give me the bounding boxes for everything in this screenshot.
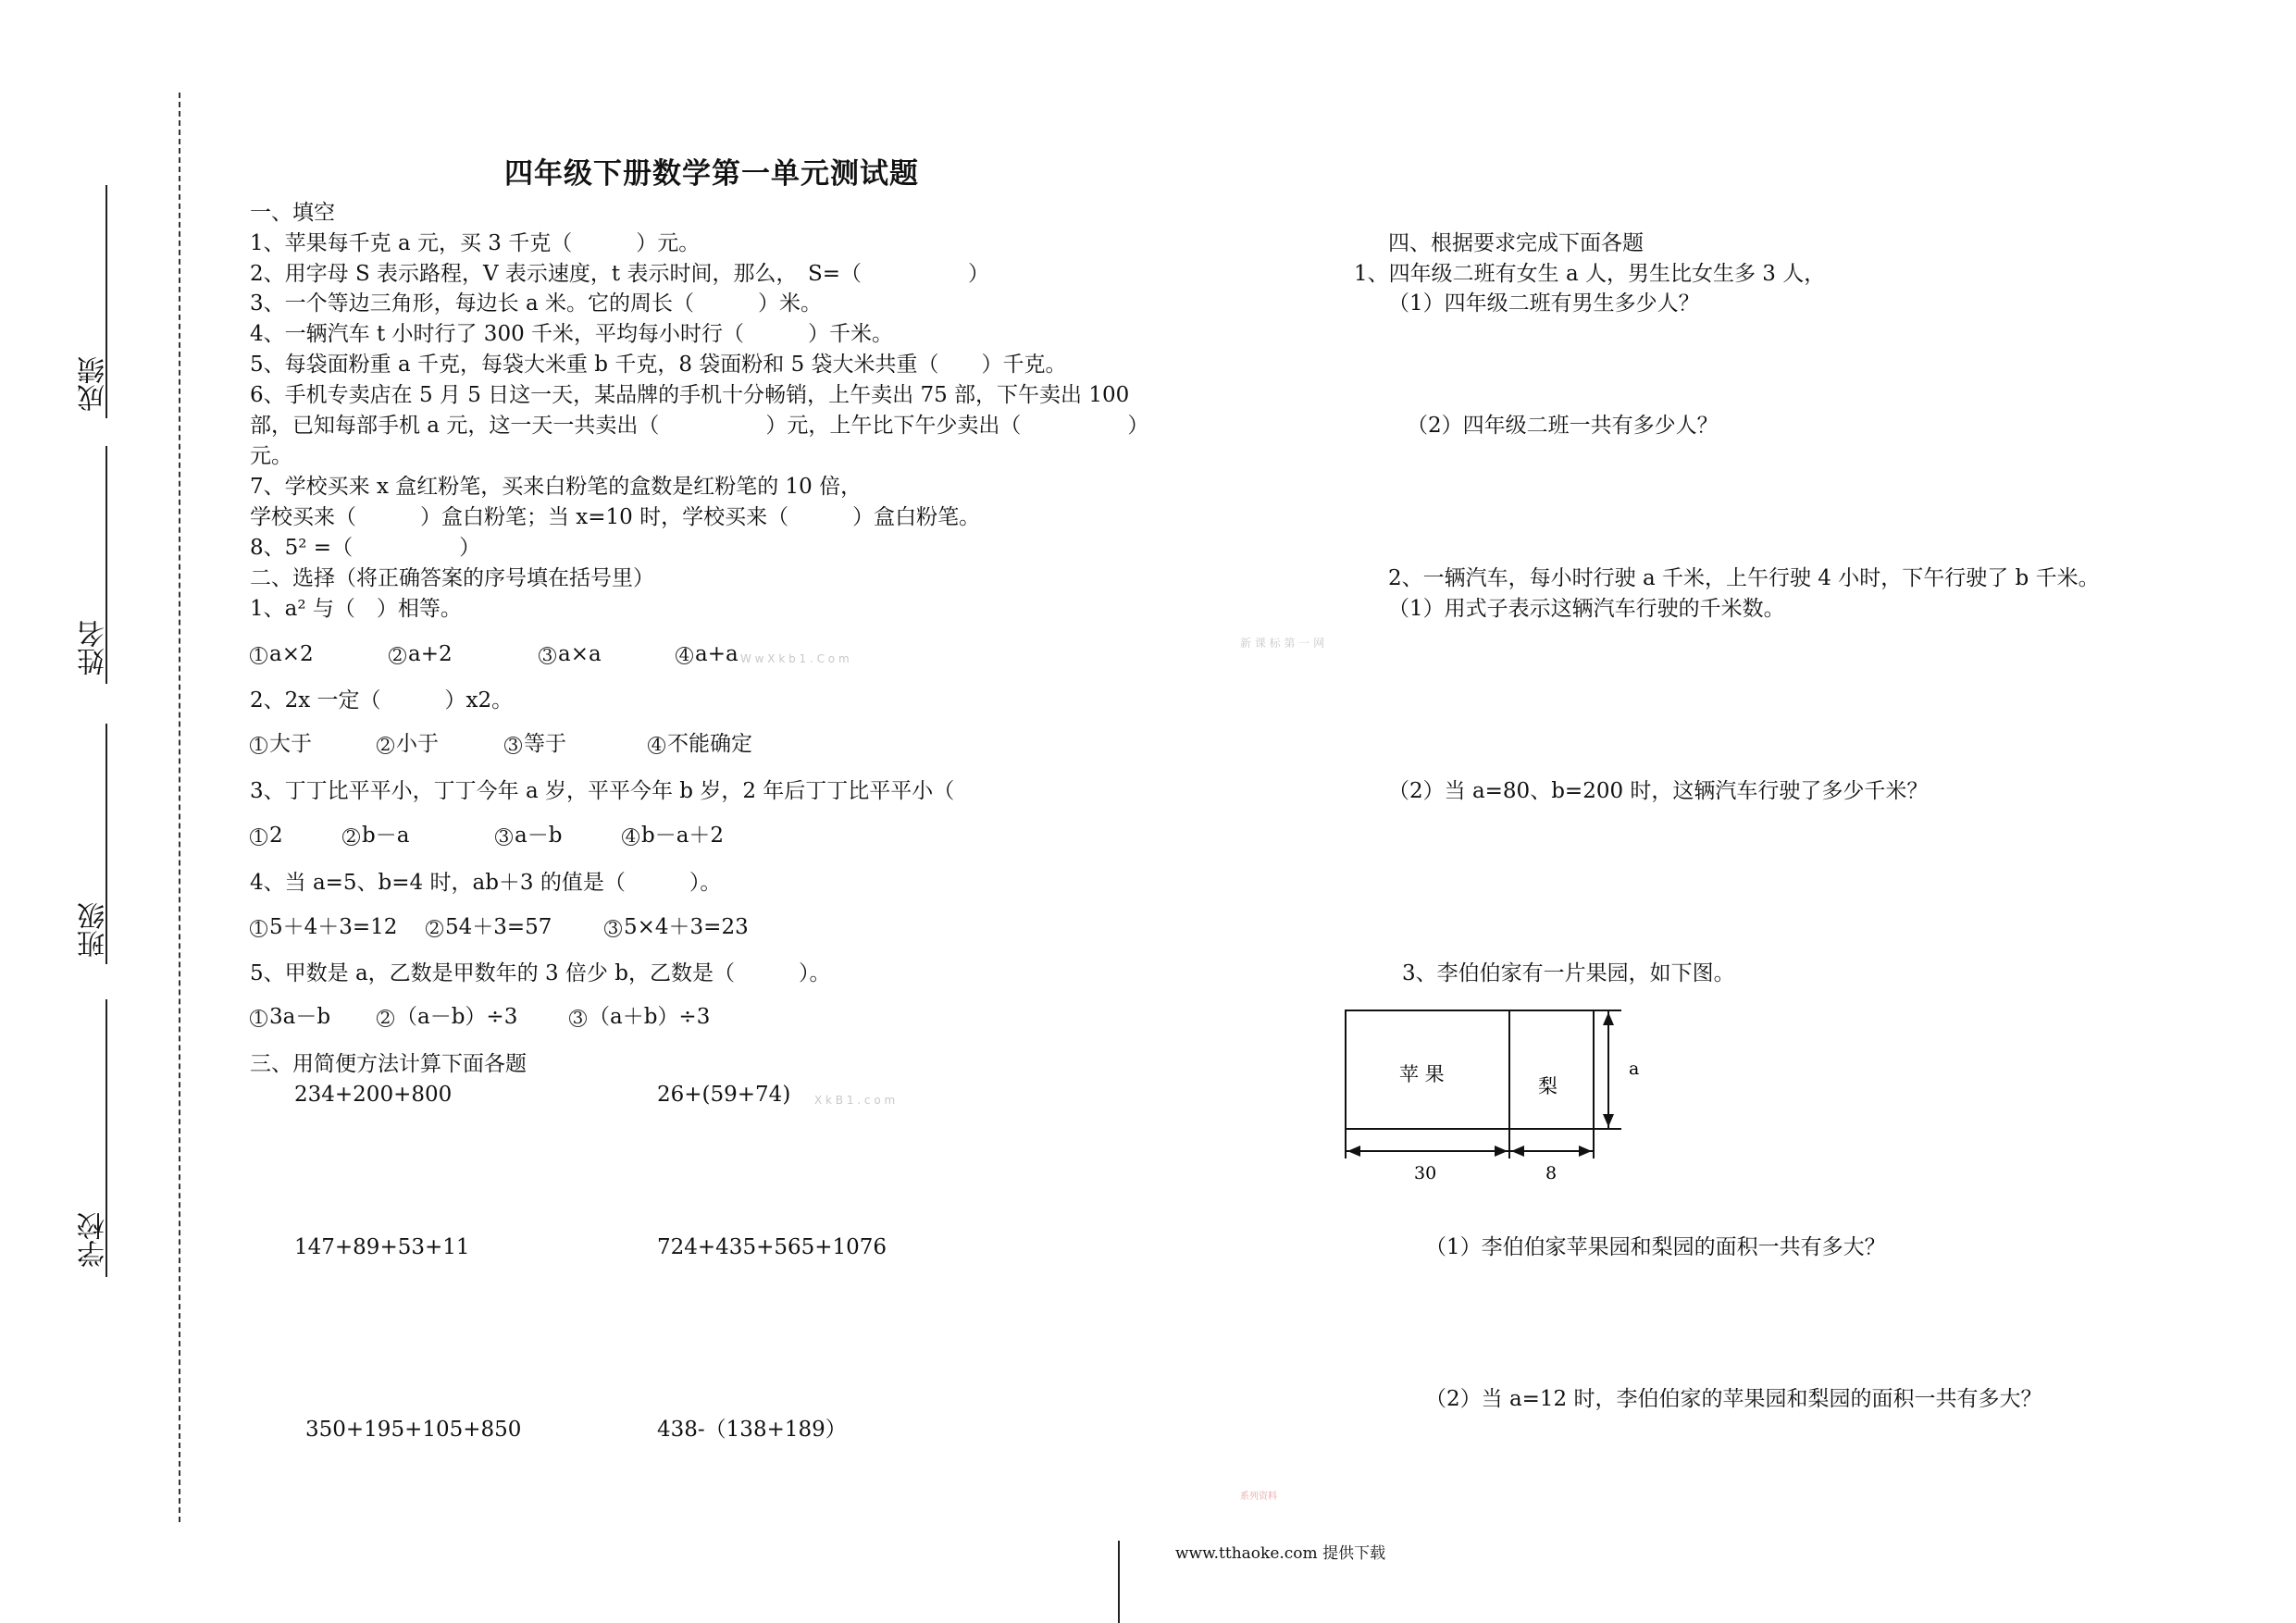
option-text: 小于: [396, 732, 439, 756]
section4-heading: 四、根据要求完成下面各题: [1388, 231, 1644, 255]
option-number: 3: [539, 647, 556, 664]
width8-left-head: [1511, 1146, 1524, 1157]
problem2: 2、一辆汽车，每小时行驶 a 千米，上午行驶 4 小时，下午行驶了 b 千米。: [1388, 566, 2100, 590]
width30-left-head: [1347, 1146, 1360, 1157]
option-text: 3a－b: [269, 1005, 331, 1029]
fill-q7-line2: 学校买来（ ）盒白粉笔；当 x=10 时，学校买来（ ）盒白粉笔。: [250, 505, 981, 529]
option-text: 5×4＋3=23: [624, 915, 749, 939]
option: [377, 1003, 517, 1031]
option-number: 2: [389, 647, 406, 664]
section2-heading: 二、选择（将正确答案的序号填在括号里）: [250, 566, 654, 590]
width-label-8: 8: [1545, 1163, 1558, 1183]
orchard-outline: [1346, 1010, 1594, 1129]
option-text: b－a＋2: [641, 824, 725, 848]
option: [250, 640, 314, 668]
option: [250, 822, 283, 849]
option-number: 1: [250, 647, 267, 664]
problem3-q1: （1）李伯伯家苹果园和梨园的面积一共有多大？: [1425, 1235, 1886, 1259]
option-text: b－a: [362, 824, 410, 848]
problem2-q2: （2）当 a=80、b=200 时，这辆汽车行驶了多少千米？: [1388, 779, 1929, 803]
fill-q6-line3: 元。: [250, 444, 292, 468]
score-label: 成绩: [78, 356, 110, 412]
fill-q8: 8、5² =（ ）: [250, 536, 481, 560]
width30-right-head: [1495, 1146, 1508, 1157]
option-text: a×a: [558, 642, 602, 666]
fill-q4: 4、一辆汽车 t 小时行了 300 千米，平均每小时行（ ）千米。: [250, 322, 894, 346]
name-blank-line: [105, 446, 107, 684]
option: [622, 822, 724, 849]
option-number: 1: [250, 920, 267, 937]
option-text: 大于: [269, 732, 312, 756]
calc-expr-6: 438-（138+189）: [657, 1418, 847, 1442]
option: [539, 640, 602, 668]
option-number: 1: [250, 828, 267, 846]
height-arrow-up-head: [1603, 1012, 1614, 1025]
fill-q1: 1、苹果每千克 a 元，买 3 千克（ ）元。: [250, 231, 701, 255]
section3-heading: 三、用简便方法计算下面各题: [250, 1052, 527, 1076]
score-blank-line: [105, 185, 107, 418]
calc-expr-1: 234+200+800: [294, 1083, 453, 1107]
fill-q6-line2: 部，已知每部手机 a 元，这一天一共卖出（ ）元，上午比下午少卖出（ ）: [250, 414, 1149, 438]
watermark-3: X k B 1 . c o m: [814, 1094, 896, 1107]
option-text: a+2: [408, 642, 453, 666]
problem2-q1: （1）用式子表示这辆汽车行驶的千米数。: [1388, 597, 1785, 621]
problem3-q2: （2）当 a=12 时，李伯伯家的苹果园和梨园的面积一共有多大？: [1425, 1387, 2042, 1411]
option: [250, 913, 397, 941]
option: [604, 913, 749, 941]
option: [250, 730, 312, 758]
option: [495, 822, 562, 849]
footer-divider: [1118, 1541, 1120, 1623]
option-number: 2: [426, 920, 443, 937]
choice-q4: 4、当 a=5、b=4 时，ab＋3 的值是（ ）。: [250, 871, 722, 895]
option-number: 3: [604, 920, 622, 937]
footer-download-note: www.tthaoke.com 提供下载: [1175, 1544, 1386, 1563]
class-label: 班级: [78, 902, 110, 958]
option: [676, 640, 738, 668]
calc-expr-2: 26+(59+74): [657, 1083, 791, 1107]
fill-q7-line1: 7、学校买来 x 盒红粉笔，买来白粉笔的盒数是红粉笔的 10 倍，: [250, 475, 863, 499]
option-text: a－b: [515, 824, 563, 848]
page-title: 四年级下册数学第一单元测试题: [504, 157, 919, 191]
fill-q6-line1: 6、手机专卖店在 5 月 5 日这一天，某品牌的手机十分畅销，上午卖出 75 部，下午卖出 100: [250, 383, 1130, 407]
calc-expr-3: 147+89+53+11: [294, 1235, 470, 1259]
option-number: 4: [648, 737, 665, 754]
apple-region-label: 苹 果: [1399, 1063, 1445, 1085]
option-text: 等于: [524, 732, 566, 756]
option-number: 1: [250, 1010, 267, 1027]
orchard-diagram: [1333, 999, 1638, 1184]
option-text: a+a: [695, 642, 738, 666]
option: [569, 1003, 710, 1031]
pear-region-label: 梨: [1538, 1075, 1558, 1097]
option: [648, 730, 752, 758]
option-text: （a＋b）÷3: [589, 1005, 711, 1029]
option: [342, 822, 409, 849]
option-number: 1: [250, 737, 267, 754]
width8-right-head: [1579, 1146, 1592, 1157]
problem1-q2: （2）四年级二班一共有多少人？: [1407, 414, 1719, 438]
option-number: 3: [495, 828, 513, 846]
choice-q5: 5、甲数是 a，乙数是甲数年的 3 倍少 b，乙数是（ ）。: [250, 961, 831, 985]
option-text: 54＋3=57: [445, 915, 552, 939]
option-number: 4: [676, 647, 693, 664]
section1-heading: 一、填空: [250, 201, 335, 225]
class-blank-line: [105, 724, 107, 964]
problem1: 1、四年级二班有女生 a 人，男生比女生多 3 人，: [1354, 262, 1826, 286]
option: [504, 730, 566, 758]
calc-expr-5: 350+195+105+850: [305, 1418, 522, 1442]
option-number: 4: [622, 828, 639, 846]
calc-expr-4: 724+435+565+1076: [657, 1235, 887, 1259]
option-text: 2: [269, 824, 283, 848]
option-number: 3: [569, 1010, 587, 1027]
problem1-q1: （1）四年级二班有男生多少人？: [1388, 291, 1700, 316]
option-number: 2: [377, 1010, 394, 1027]
choice-q1: 1、a² 与（ ）相等。: [250, 597, 462, 621]
option-number: 2: [377, 737, 394, 754]
option-text: （a－b）÷3: [396, 1005, 518, 1029]
height-label: a: [1629, 1059, 1640, 1079]
option-text: 5＋4＋3=12: [269, 915, 398, 939]
option-number: 3: [504, 737, 522, 754]
option: [389, 640, 453, 668]
choice-q3: 3、丁丁比平平小，丁丁今年 a 岁，平平今年 b 岁，2 年后丁丁比平平小（: [250, 779, 955, 803]
watermark-4: 系列资料: [1240, 1492, 1277, 1502]
option-text: a×2: [269, 642, 314, 666]
choice-q2: 2、2x 一定（ ）x2。: [250, 688, 514, 712]
option-text: 不能确定: [667, 732, 752, 756]
school-blank-line: [105, 999, 107, 1277]
height-arrow-down-head: [1603, 1114, 1614, 1127]
width-label-30: 30: [1414, 1163, 1437, 1183]
problem3: 3、李伯伯家有一片果园，如下图。: [1402, 961, 1735, 985]
option: [426, 913, 552, 941]
fill-q3: 3、一个等边三角形，每边长 a 米。它的周长（ ）米。: [250, 291, 822, 316]
fill-q2: 2、用字母 S 表示路程，V 表示速度，t 表示时间，那么， S=（ ）: [250, 262, 990, 286]
option-number: 2: [342, 828, 360, 846]
fill-q5: 5、每袋面粉重 a 千克，每袋大米重 b 千克，8 袋面粉和 5 袋大米共重（ ）千克。: [250, 353, 1067, 377]
watermark-2: 新 课 标 第 一 网: [1240, 637, 1325, 650]
binding-dashed-line: [179, 93, 180, 1522]
school-label: 学校: [78, 1212, 110, 1268]
option: [250, 1003, 330, 1031]
name-label: 姓名: [78, 620, 110, 675]
option: [377, 730, 439, 758]
watermark-1: W w X k b 1 . C o m: [740, 652, 850, 665]
